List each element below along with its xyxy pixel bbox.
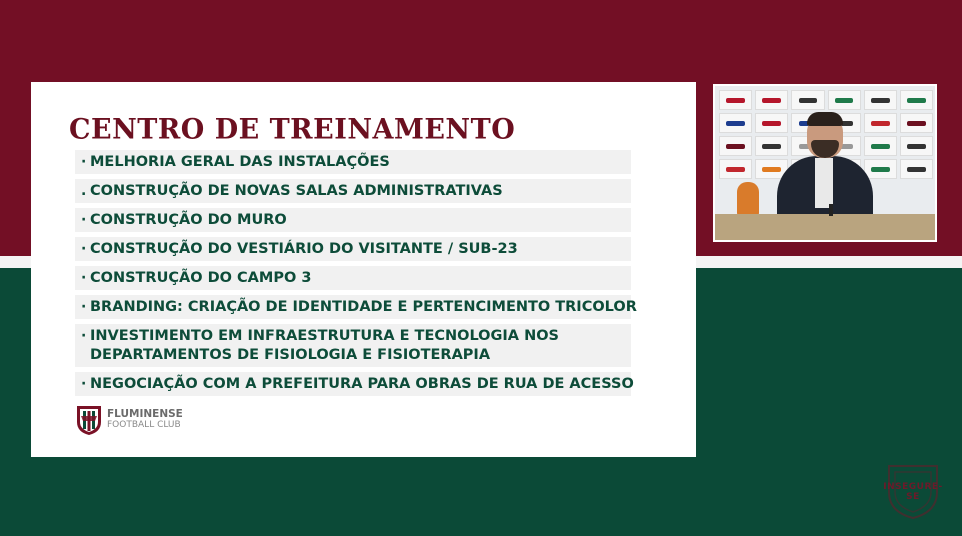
logo-line1: FLUMINENSE [107, 408, 183, 420]
bullet-marker: · [81, 299, 87, 315]
bullet-text: CONSTRUÇÃO DO CAMPO 3 [90, 270, 312, 286]
bullet-text: NEGOCIAÇÃO COM A PREFEITURA PARA OBRAS DE RUA DE ACESSO [90, 376, 634, 392]
bullet-item [75, 179, 631, 203]
sponsor-tile [864, 90, 897, 110]
bullet-list [75, 150, 637, 401]
fluminense-crest-icon [75, 404, 103, 436]
sponsor-tile [900, 159, 933, 179]
bullet-text: CONSTRUÇÃO DO MURO [90, 212, 287, 228]
sponsor-tile [864, 113, 897, 133]
sponsor-tile [900, 90, 933, 110]
sponsor-tile [755, 136, 788, 156]
sponsor-tile [864, 136, 897, 156]
sponsor-tile [719, 159, 752, 179]
sponsor-tile [864, 159, 897, 179]
bullet-text: MELHORIA GERAL DAS INSTALAÇÕES [90, 154, 390, 170]
sponsor-tile [791, 90, 824, 110]
press-conference-video [713, 84, 937, 242]
bullet-item [75, 237, 631, 261]
sponsor-tile [828, 90, 861, 110]
sponsor-tile [900, 113, 933, 133]
speaker-hair [807, 112, 843, 126]
bullet-item [75, 324, 631, 367]
presentation-slide [31, 82, 696, 457]
sponsor-tile [719, 136, 752, 156]
logo-wordmark [107, 409, 183, 431]
bullet-marker: · [81, 270, 87, 286]
bullet-marker: . [81, 183, 87, 199]
bullet-marker: · [81, 241, 87, 257]
bullet-marker: · [81, 328, 87, 344]
bullet-item [75, 150, 631, 174]
bullet-marker: · [81, 154, 87, 170]
bullet-item [75, 208, 631, 232]
club-logo [75, 404, 183, 436]
bullet-item [75, 372, 634, 396]
bullet-marker: · [81, 212, 87, 228]
mascot-figure [737, 182, 759, 216]
bullet-text: BRANDING: CRIAÇÃO DE IDENTIDADE E PERTENCIMENTO TRICOLOR [90, 299, 637, 315]
sponsor-tile [755, 90, 788, 110]
bullet-item [75, 266, 631, 290]
bullet-text: CONSTRUÇÃO DO VESTIÁRIO DO VISITANTE / SUB-23 [90, 241, 518, 257]
bullet-marker: · [81, 376, 87, 392]
speaker-shirt [815, 158, 833, 208]
bullet-text: INVESTIMENTO EM INFRAESTRUTURA E TECNOLOGIA NOS DEPARTAMENTOS DE FISIOLOGIA E FISIOTERAPIA [90, 328, 559, 363]
sponsor-tile [719, 90, 752, 110]
bullet-item [75, 295, 637, 319]
microphone [829, 204, 833, 216]
sponsor-tile [900, 136, 933, 156]
bullet-text: CONSTRUÇÃO DE NOVAS SALAS ADMINISTRATIVAS [90, 183, 503, 199]
slide-title: CENTRO DE TREINAMENTO [69, 113, 516, 146]
press-table [715, 214, 937, 240]
watermark-text: INSEGURE-SE [883, 482, 943, 502]
logo-line2: FOOTBALL CLUB [107, 420, 181, 430]
sponsor-tile [755, 113, 788, 133]
broadcast-watermark [883, 462, 943, 520]
sponsor-tile [719, 113, 752, 133]
